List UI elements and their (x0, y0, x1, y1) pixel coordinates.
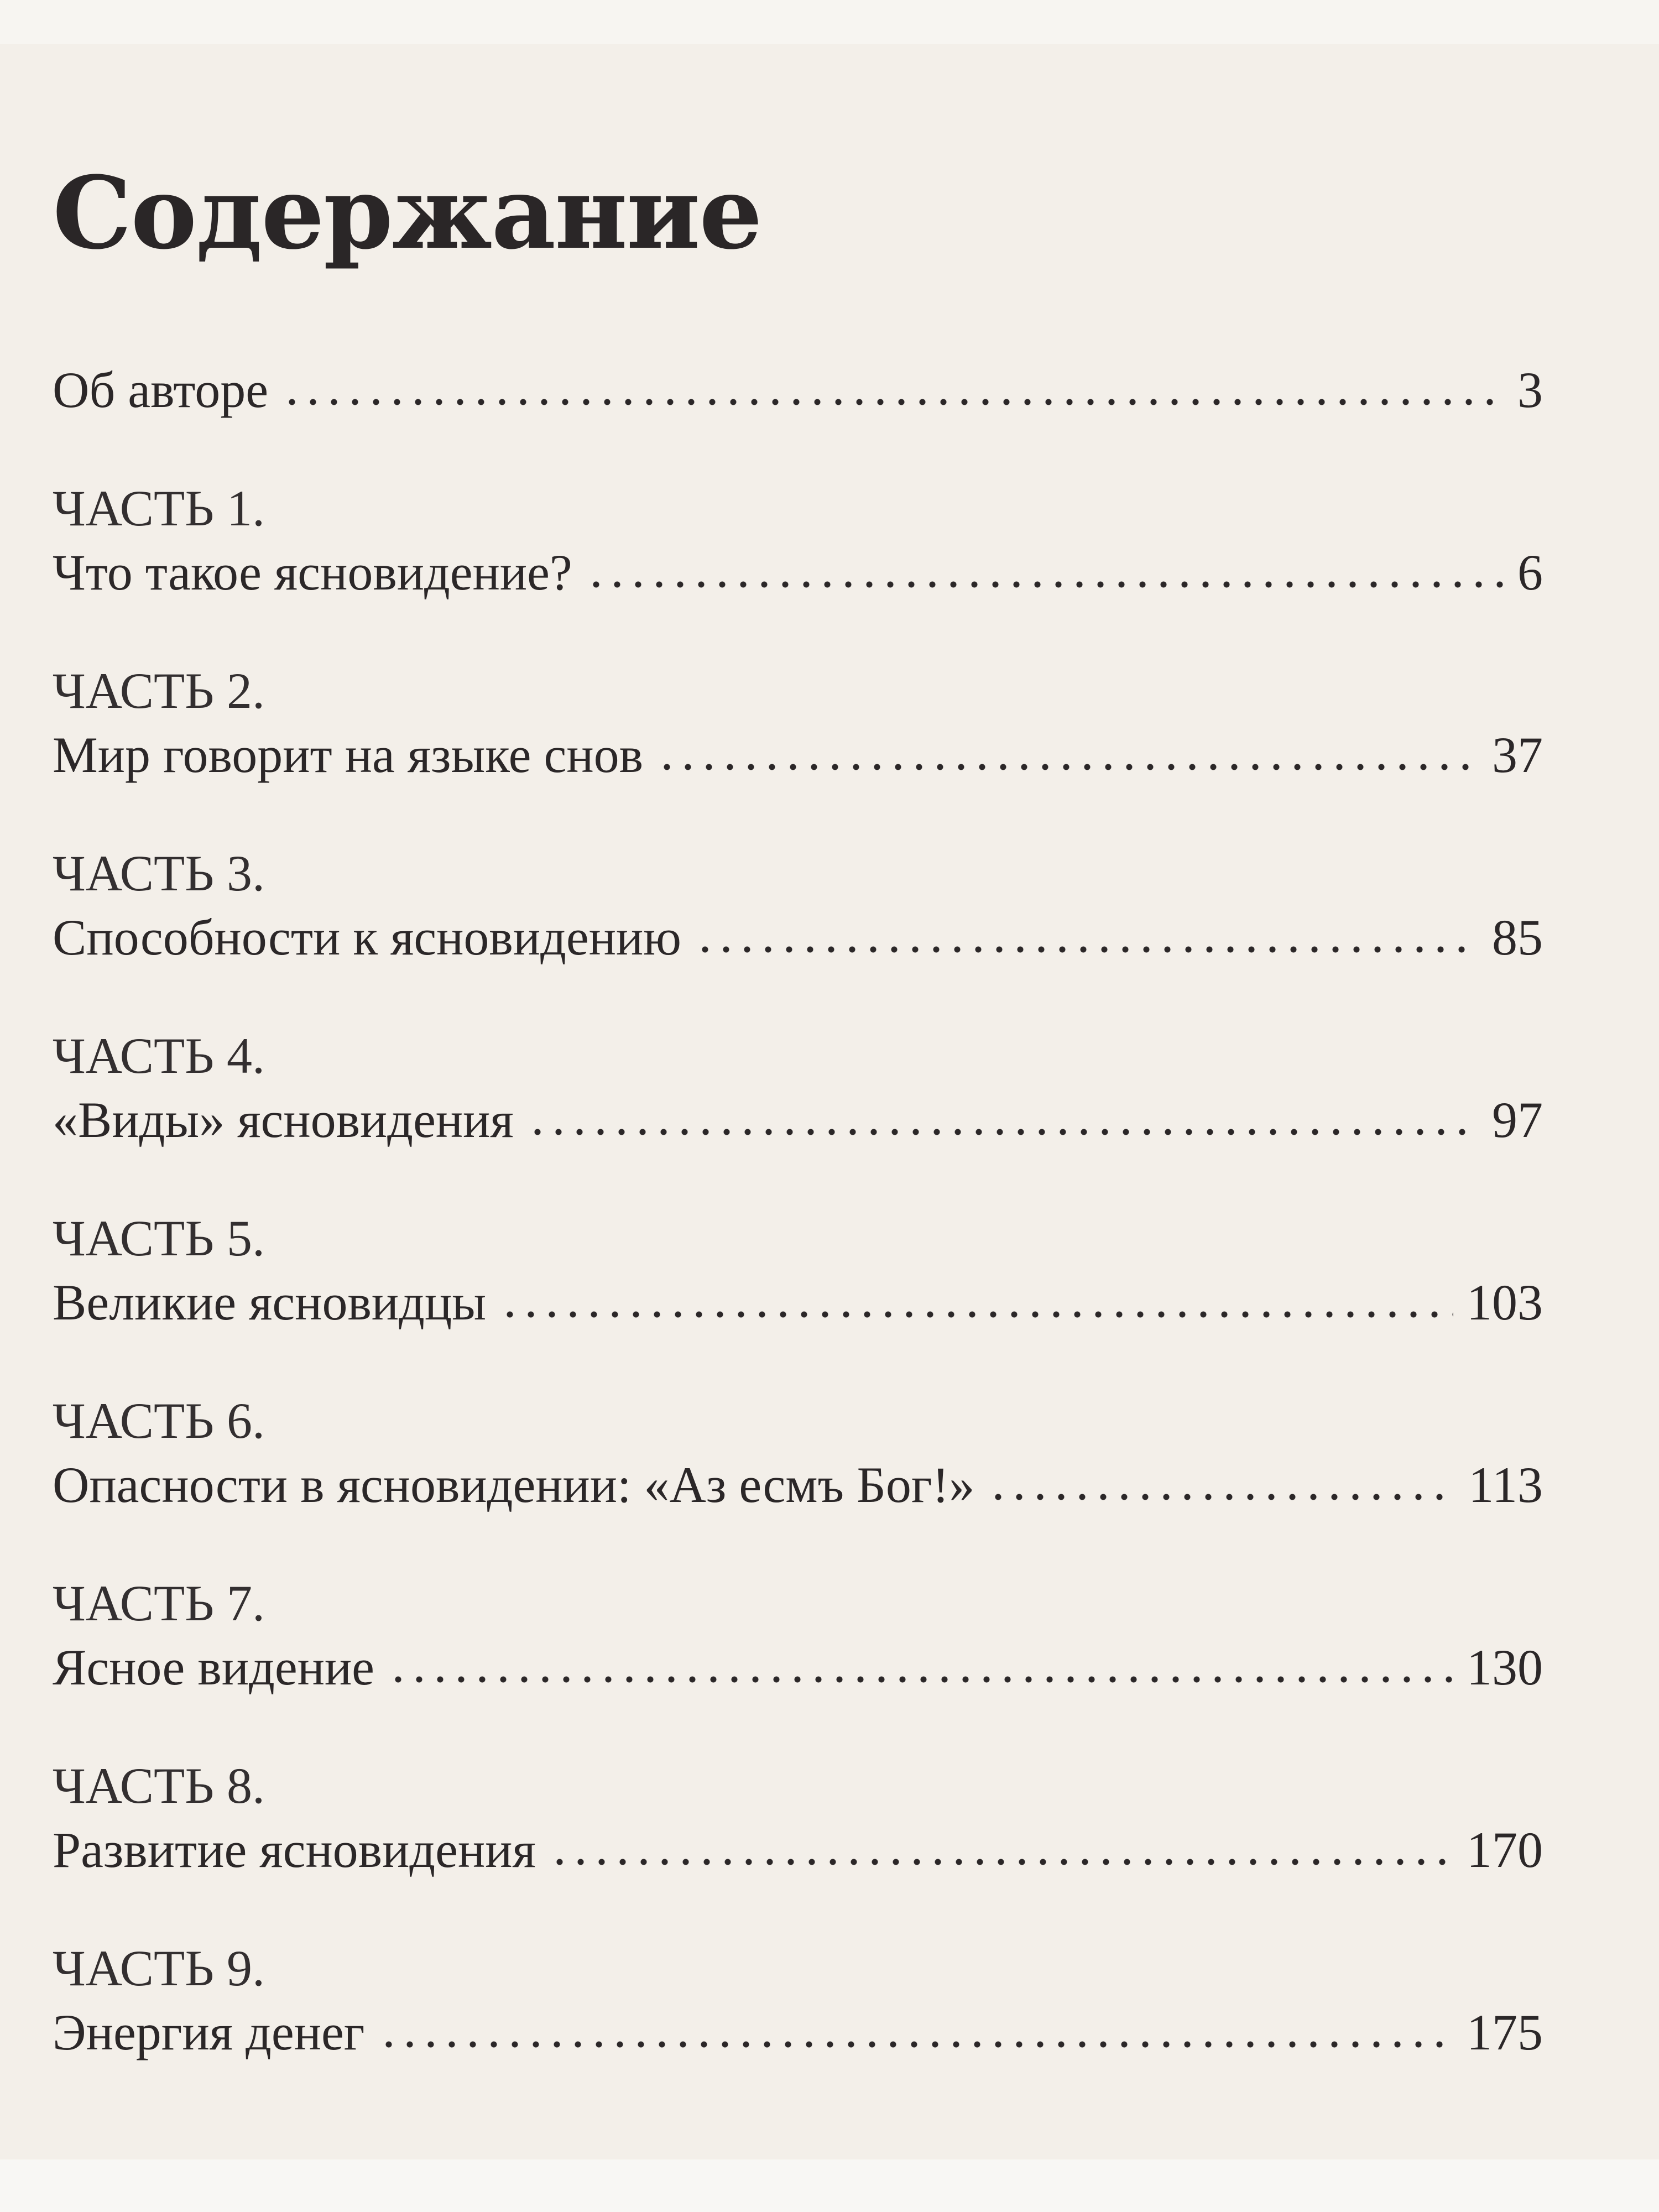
dot-leader (695, 945, 1479, 954)
toc-entry-page: 103 (1467, 1274, 1543, 1331)
toc-entry-page: 85 (1492, 909, 1543, 966)
toc-entry-part-4 (53, 1092, 1543, 1153)
toc-part-label-8: ЧАСТЬ 8. (53, 1757, 265, 1814)
toc-entry-page: 170 (1467, 1822, 1543, 1878)
toc-part-label-2: ЧАСТЬ 2. (53, 662, 265, 719)
toc-part-label-5: ЧАСТЬ 5. (53, 1210, 265, 1266)
toc-entry-page: 6 (1517, 544, 1543, 601)
toc-part-label-1: ЧАСТЬ 1. (53, 480, 265, 536)
toc-entry-title: Энергия денег (53, 2004, 365, 2060)
toc-entry-page: 113 (1468, 1457, 1543, 1513)
toc-entry-page: 130 (1467, 1639, 1543, 1695)
toc-entry-part-1 (53, 545, 1543, 606)
toc-part-label-4: ЧАСТЬ 4. (53, 1027, 265, 1084)
toc-entry-part-5 (53, 1275, 1543, 1335)
toc-entry-part-7 (53, 1640, 1543, 1700)
toc-entry-title: Великие ясновидцы (53, 1274, 487, 1331)
dot-leader (527, 1127, 1479, 1137)
dot-leader (499, 1310, 1453, 1319)
toc-entry-title: «Виды» ясновидения (53, 1092, 514, 1148)
dot-leader (586, 580, 1504, 589)
dot-leader (281, 397, 1504, 407)
dot-leader (988, 1492, 1455, 1502)
toc-entry-part-3 (53, 910, 1543, 971)
toc-part-label-7: ЧАСТЬ 7. (53, 1575, 265, 1631)
toc-entry-page: 3 (1517, 362, 1543, 418)
toc-entry-title: Об авторе (53, 362, 269, 418)
toc-entry-part-2 (53, 727, 1543, 788)
toc-entry-page: 37 (1492, 727, 1543, 783)
toc-entry-page: 97 (1492, 1092, 1543, 1148)
dot-leader (388, 1674, 1453, 1684)
toc-entry-title: Способности к ясновидению (53, 909, 681, 966)
dot-leader (549, 1857, 1453, 1867)
toc-entry-title: Что такое ясновидение? (53, 544, 572, 601)
toc-entry-part-6 (53, 1457, 1543, 1518)
table-of-contents (53, 0, 1543, 2212)
toc-entry-title: Развитие ясновидения (53, 1822, 536, 1878)
toc-entry-page: 175 (1467, 2004, 1543, 2060)
toc-entry-about-author (53, 362, 1543, 423)
toc-part-label-3: ЧАСТЬ 3. (53, 845, 265, 901)
dot-leader (378, 2039, 1453, 2049)
toc-entry-title: Опасности в ясновидении: «Аз есмъ Бог!» (53, 1457, 975, 1513)
toc-entry-title: Ясное видение (53, 1639, 375, 1695)
page-title: Содержание (53, 154, 761, 272)
dot-leader (656, 762, 1479, 772)
page-bottom-margin (0, 2159, 1659, 2212)
toc-part-label-9: ЧАСТЬ 9. (53, 1940, 265, 1996)
toc-entry-title: Мир говорит на языке снов (53, 727, 644, 783)
toc-part-label-6: ЧАСТЬ 6. (53, 1392, 265, 1449)
toc-entry-part-8 (53, 1822, 1543, 1883)
toc-entry-part-9 (53, 2005, 1543, 2065)
